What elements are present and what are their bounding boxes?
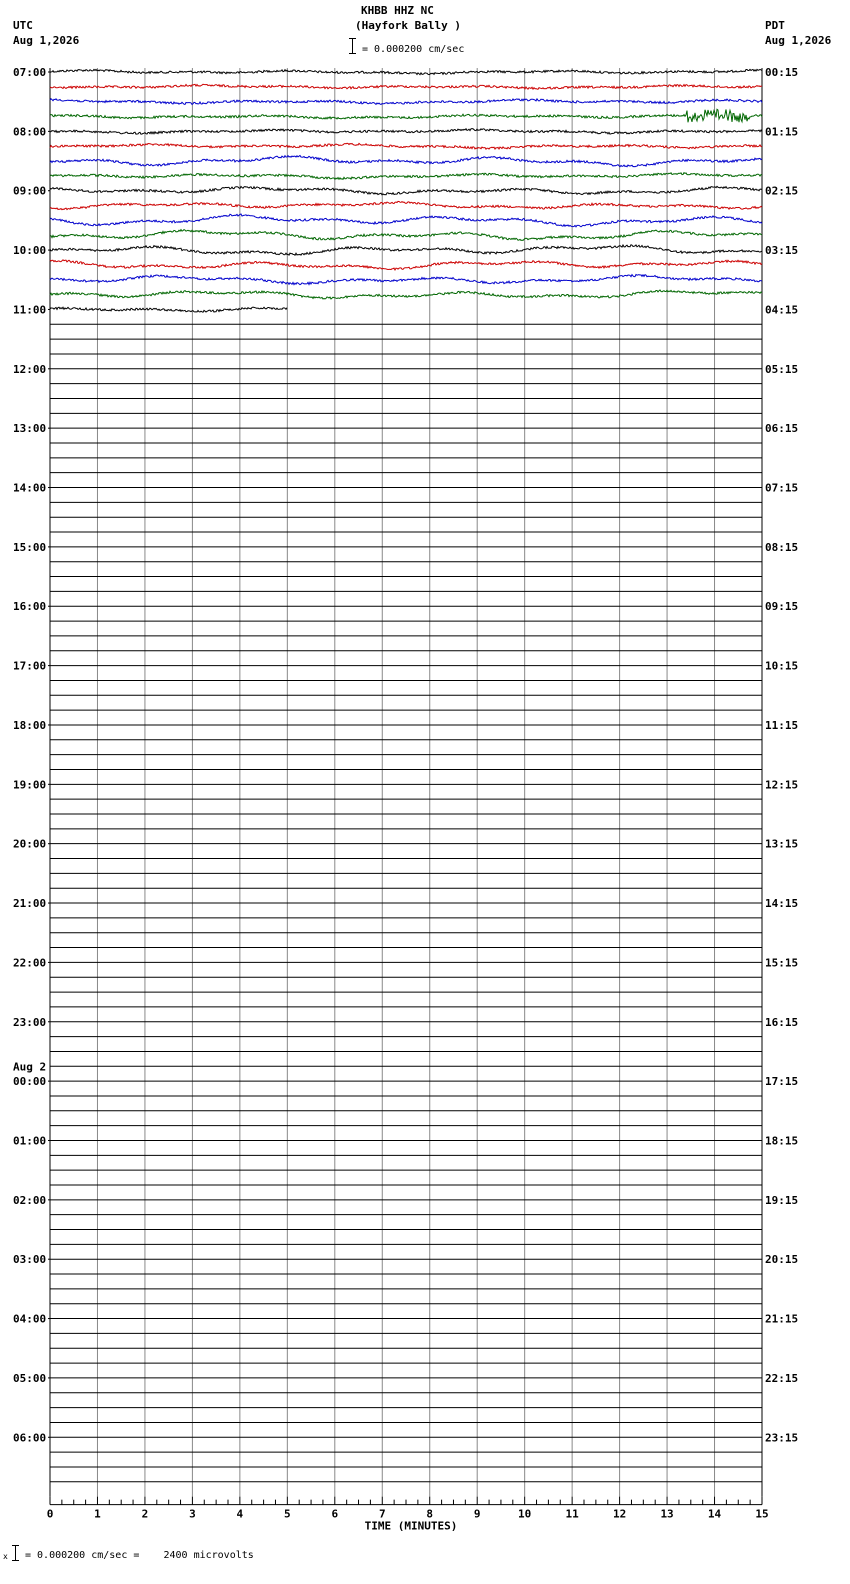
seismic-trace xyxy=(50,260,762,270)
pdt-hour-label: 12:15 xyxy=(765,778,799,792)
utc-hour-label: 06:00 xyxy=(13,1431,47,1445)
pdt-hour-label: 08:15 xyxy=(765,540,799,554)
utc-hour-label: 22:00 xyxy=(13,956,47,970)
utc-hour-label: 03:00 xyxy=(13,1253,47,1267)
left-zone-label: UTC xyxy=(13,19,33,32)
x-tick-label: 13 xyxy=(660,1507,674,1521)
pdt-hour-label: 03:15 xyxy=(765,244,799,258)
pdt-hour-label: 18:15 xyxy=(765,1134,799,1148)
pdt-hour-label: 21:15 xyxy=(765,1312,799,1326)
x-tick-label: 3 xyxy=(189,1507,196,1521)
pdt-hour-label: 07:15 xyxy=(765,481,799,495)
utc-hour-label: 15:00 xyxy=(13,540,47,554)
seismic-trace xyxy=(50,69,762,74)
seismic-trace xyxy=(50,307,287,312)
utc-hour-label: 00:00 xyxy=(13,1075,47,1089)
x-tick-label: 1 xyxy=(94,1507,101,1521)
x-tick-label: 5 xyxy=(284,1507,291,1521)
seismic-trace xyxy=(50,214,762,227)
pdt-hour-label: 23:15 xyxy=(765,1431,799,1445)
x-tick-label: 14 xyxy=(707,1507,722,1521)
utc-hour-label: 07:00 xyxy=(13,66,47,79)
seismic-trace xyxy=(50,109,762,122)
left-date-label: Aug 1,2026 xyxy=(13,34,80,47)
pdt-hour-label: 10:15 xyxy=(765,659,799,673)
utc-hour-label: 09:00 xyxy=(13,184,47,198)
pdt-hour-label: 05:15 xyxy=(765,362,799,376)
footer-scale-bar-icon xyxy=(12,1545,19,1561)
seismic-trace xyxy=(50,173,762,180)
utc-hour-label: 10:00 xyxy=(13,244,47,258)
utc-hour-label: 23:00 xyxy=(13,1015,47,1029)
seismic-trace xyxy=(50,186,762,194)
seismic-trace xyxy=(50,290,762,299)
utc-hour-label: 20:00 xyxy=(13,837,47,851)
right-date-label: Aug 1,2026 xyxy=(765,34,832,47)
pdt-hour-label: 09:15 xyxy=(765,600,799,614)
seismic-trace xyxy=(50,275,762,285)
x-tick-label: 11 xyxy=(565,1507,579,1521)
utc-hour-label: 01:00 xyxy=(13,1134,47,1148)
date-change-label: Aug 2 xyxy=(13,1060,47,1074)
utc-hour-label: 11:00 xyxy=(13,303,47,317)
seismic-trace xyxy=(50,245,762,255)
x-tick-label: 8 xyxy=(426,1507,434,1521)
utc-hour-label: 19:00 xyxy=(13,778,47,792)
x-axis-label: TIME (MINUTES) xyxy=(364,1519,458,1533)
pdt-hour-label: 20:15 xyxy=(765,1253,799,1267)
pdt-hour-label: 11:15 xyxy=(765,718,799,732)
footer-mark: x xyxy=(3,1552,8,1561)
seismic-trace xyxy=(50,230,762,241)
x-tick-label: 2 xyxy=(141,1507,149,1521)
seismic-trace xyxy=(50,156,762,167)
utc-hour-label: 04:00 xyxy=(13,1312,47,1326)
seismic-trace xyxy=(50,84,762,89)
footer-scale-note: = 0.000200 cm/sec = 2400 microvolts xyxy=(25,1550,254,1561)
x-tick-label: 10 xyxy=(518,1507,532,1521)
utc-hour-label: 08:00 xyxy=(13,125,47,139)
x-tick-label: 12 xyxy=(612,1507,627,1521)
utc-hour-label: 05:00 xyxy=(13,1371,47,1385)
pdt-hour-label: 13:15 xyxy=(765,837,799,851)
pdt-hour-label: 04:15 xyxy=(765,303,799,317)
x-tick-label: 4 xyxy=(236,1507,244,1521)
utc-hour-label: 21:00 xyxy=(13,897,47,911)
pdt-hour-label: 17:15 xyxy=(765,1075,799,1089)
pdt-hour-label: 14:15 xyxy=(765,897,799,911)
utc-hour-label: 14:00 xyxy=(13,481,47,495)
seismic-trace xyxy=(50,99,762,105)
utc-hour-label: 02:00 xyxy=(13,1193,47,1207)
right-zone-label: PDT xyxy=(765,19,785,32)
pdt-hour-label: 02:15 xyxy=(765,184,799,198)
pdt-hour-label: 01:15 xyxy=(765,125,799,139)
x-tick-label: 0 xyxy=(46,1507,54,1521)
pdt-hour-label: 00:15 xyxy=(765,66,799,79)
site-subtitle: (Hayfork Bally ) xyxy=(355,19,461,32)
x-tick-label: 15 xyxy=(755,1507,769,1521)
pdt-hour-label: 19:15 xyxy=(765,1193,799,1207)
pdt-hour-label: 16:15 xyxy=(765,1015,799,1029)
x-tick-label: 9 xyxy=(473,1507,481,1521)
scale-text: = 0.000200 cm/sec xyxy=(362,44,465,55)
utc-hour-label: 18:00 xyxy=(13,718,47,732)
pdt-hour-label: 15:15 xyxy=(765,956,799,970)
utc-hour-label: 13:00 xyxy=(13,422,47,436)
pdt-hour-label: 22:15 xyxy=(765,1371,799,1385)
station-title: KHBB HHZ NC xyxy=(361,4,434,17)
x-tick-label: 7 xyxy=(378,1507,386,1521)
utc-hour-label: 17:00 xyxy=(13,659,47,673)
utc-hour-label: 12:00 xyxy=(13,362,47,376)
seismic-trace xyxy=(50,129,762,135)
x-tick-label: 6 xyxy=(331,1507,339,1521)
utc-hour-label: 16:00 xyxy=(13,600,47,614)
seismic-trace xyxy=(50,201,762,209)
pdt-hour-label: 06:15 xyxy=(765,422,799,436)
seismic-trace xyxy=(50,143,762,149)
